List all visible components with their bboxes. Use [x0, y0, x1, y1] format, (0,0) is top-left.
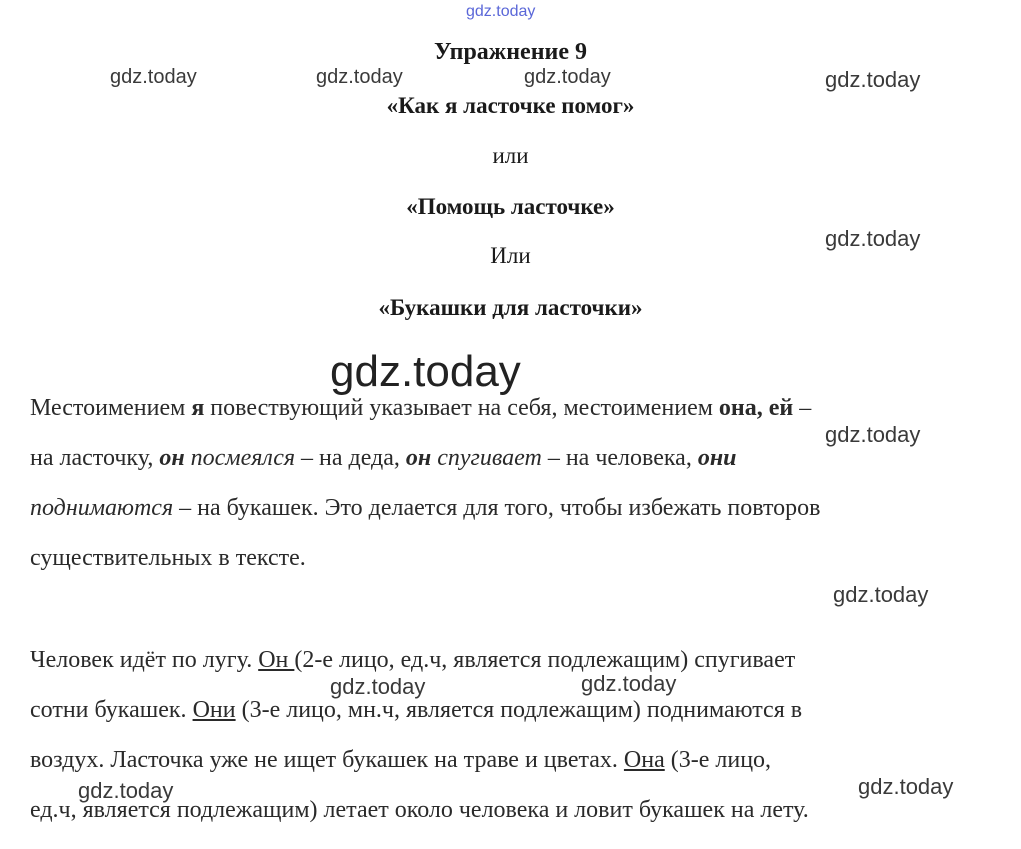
text-line: [30, 443, 1000, 493]
text-line: [30, 493, 1000, 543]
watermark: gdz.today: [581, 671, 677, 696]
watermark: gdz.today: [110, 66, 197, 88]
title-option-1: «Как я ласточке помог»: [386, 93, 635, 118]
title-option-2: «Помощь ласточке»: [406, 194, 615, 219]
verb-italic: спугивает: [431, 445, 542, 471]
text-line: [30, 795, 1000, 845]
text: повествующий указывает на себя, местоимением: [204, 395, 719, 421]
pronoun-bold: я: [191, 395, 205, 421]
pronoun-underlined: Он: [258, 647, 295, 673]
watermark-large: gdz.today: [330, 347, 521, 396]
text: ед.ч, является подлежащим) летает около человека и ловит букашек на лету.: [30, 797, 809, 823]
watermark: gdz.today: [825, 226, 921, 251]
text: –: [793, 395, 812, 421]
text: (3-е лицо,: [664, 747, 772, 773]
text-line: [30, 645, 1000, 695]
paragraph-story: [30, 645, 1000, 845]
title-option-3: «Букашки для ласточки»: [378, 295, 643, 320]
text: – на букашек. Это делается для того, чтобы избежать повторов: [173, 495, 821, 521]
paragraph-pronouns: [30, 393, 1000, 593]
text: Местоимением: [30, 395, 192, 421]
text-line: [30, 695, 1000, 745]
text: существительных в тексте.: [30, 545, 306, 571]
watermark: gdz.today: [330, 674, 426, 699]
text-line: [30, 543, 1000, 593]
watermark: gdz.today: [833, 582, 929, 607]
text: (3-е лицо, мн.ч, является подлежащим) поднимаются в: [235, 697, 803, 723]
watermark: gdz.today: [78, 778, 174, 803]
or-separator-1: или: [492, 143, 529, 168]
or-separator-2: Или: [490, 243, 531, 268]
text-line: [30, 745, 1000, 795]
watermark: gdz.today: [524, 66, 611, 88]
watermark: gdz.today: [825, 67, 921, 92]
pronoun-bold: она, ей: [718, 395, 794, 421]
watermark: gdz.today: [858, 774, 954, 799]
watermark: gdz.today: [316, 66, 403, 88]
pronoun-bold-italic: он: [159, 445, 185, 471]
watermark: gdz.today: [466, 3, 536, 20]
text: (2-е лицо, ед.ч, является подлежащим) спугивает: [294, 647, 796, 673]
text: Человек идёт по лугу.: [30, 647, 259, 673]
verb-italic: посмеялся: [184, 445, 295, 471]
exercise-title: Упражнение 9: [433, 39, 587, 65]
pronoun-underlined: Она: [623, 747, 665, 773]
text: сотни букашек.: [30, 697, 193, 723]
text: на ласточку,: [30, 445, 160, 471]
text-line: [30, 393, 1000, 443]
pronoun-underlined: Они: [192, 697, 236, 723]
pronoun-bold-italic: он: [405, 445, 432, 471]
text: – на человека,: [541, 445, 698, 471]
text: воздух. Ласточка уже не ищет букашек на траве и цветах.: [30, 747, 624, 773]
watermark: gdz.today: [825, 422, 921, 447]
text: – на деда,: [295, 445, 406, 471]
pronoun-bold-italic: они: [697, 445, 737, 471]
verb-italic: поднимаются: [30, 495, 174, 521]
